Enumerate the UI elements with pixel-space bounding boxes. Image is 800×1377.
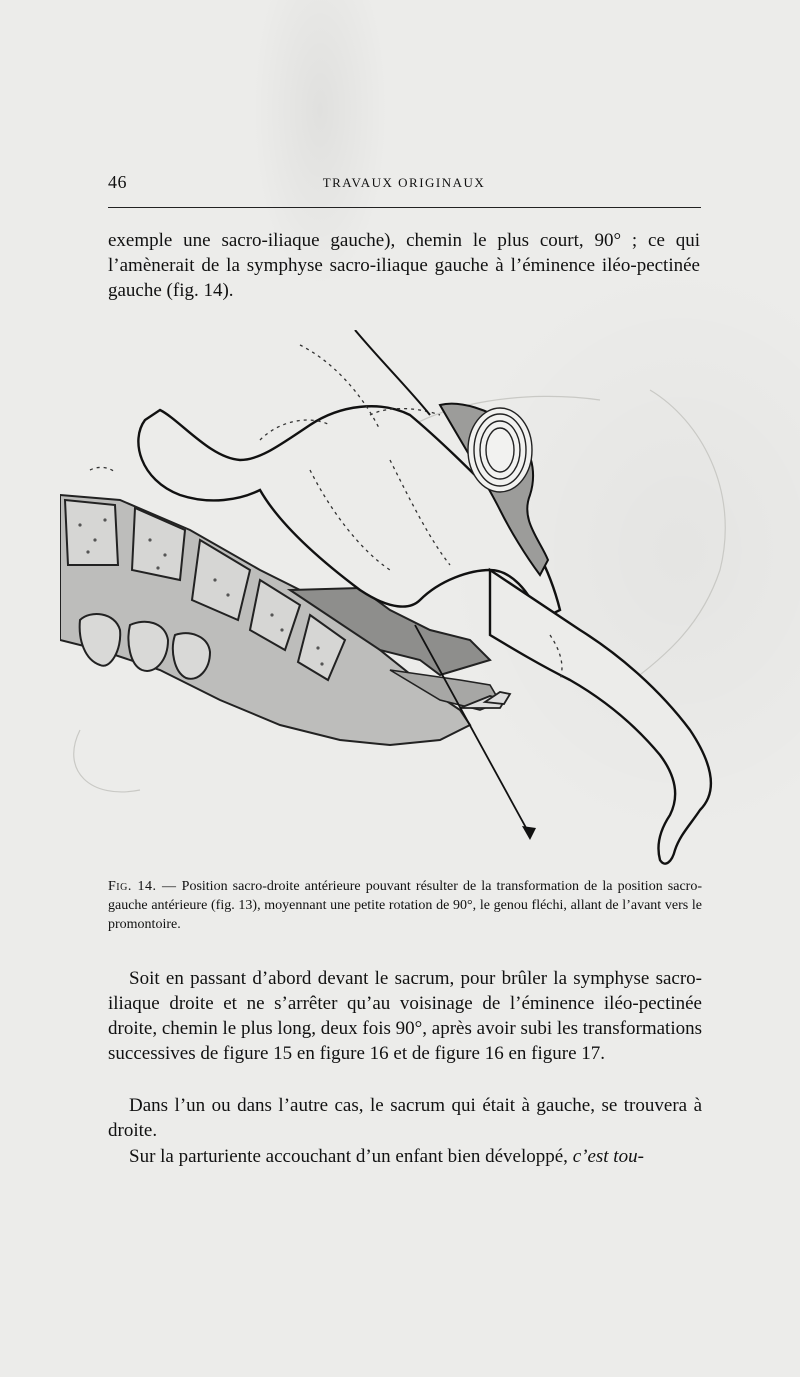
- figure-caption: [108, 877, 702, 934]
- paragraph-4: [108, 1144, 702, 1169]
- page-number: 46: [108, 172, 127, 192]
- paragraph-3: Dans l’un ou dans l’autre cas, le sacrum qui était à gauche, se trouvera à droite.: [108, 1095, 702, 1141]
- header-rule: [108, 207, 701, 208]
- anatomical-illustration: [60, 330, 750, 875]
- running-head: TRAVAUX ORIGINAUX: [322, 175, 486, 190]
- paragraph-4-italic: c’est tou-: [572, 1146, 644, 1167]
- paragraph-2: Soit en passant d’abord devant le sacrum, pour brûler la symphyse sacro-iliaque droite et ne s’arrêter qu’au voisinage de l’éminence iléo-pectinée droite, chemin le plus long, deux fois 90°, après avoir subi les transformations successives de figure 15 en figure 16 et de figure 16 en figure 17.: [108, 968, 702, 1064]
- paragraph-4-text: Sur la parturiente accouchant d’un enfant bien développé,: [129, 1146, 573, 1167]
- paragraph-1: exemple une sacro-iliaque gauche), chemin le plus court, 90° ; ce qui l’amènerait de la symphyse sacro-iliaque gauche à l’éminence iléo-pectinée gauche (fig. 14).: [108, 230, 700, 301]
- caption-label: Fig. 14. —: [108, 879, 177, 894]
- caption-text: Position sacro-droite antérieure pouvant résulter de la transformation de la position sacro-gauche antérieure (fig. 13), moyennant une petite rotation de 90°, le genou fléchi, allant de l’avant vers le promontoire.: [108, 879, 702, 932]
- page-header: [108, 172, 700, 196]
